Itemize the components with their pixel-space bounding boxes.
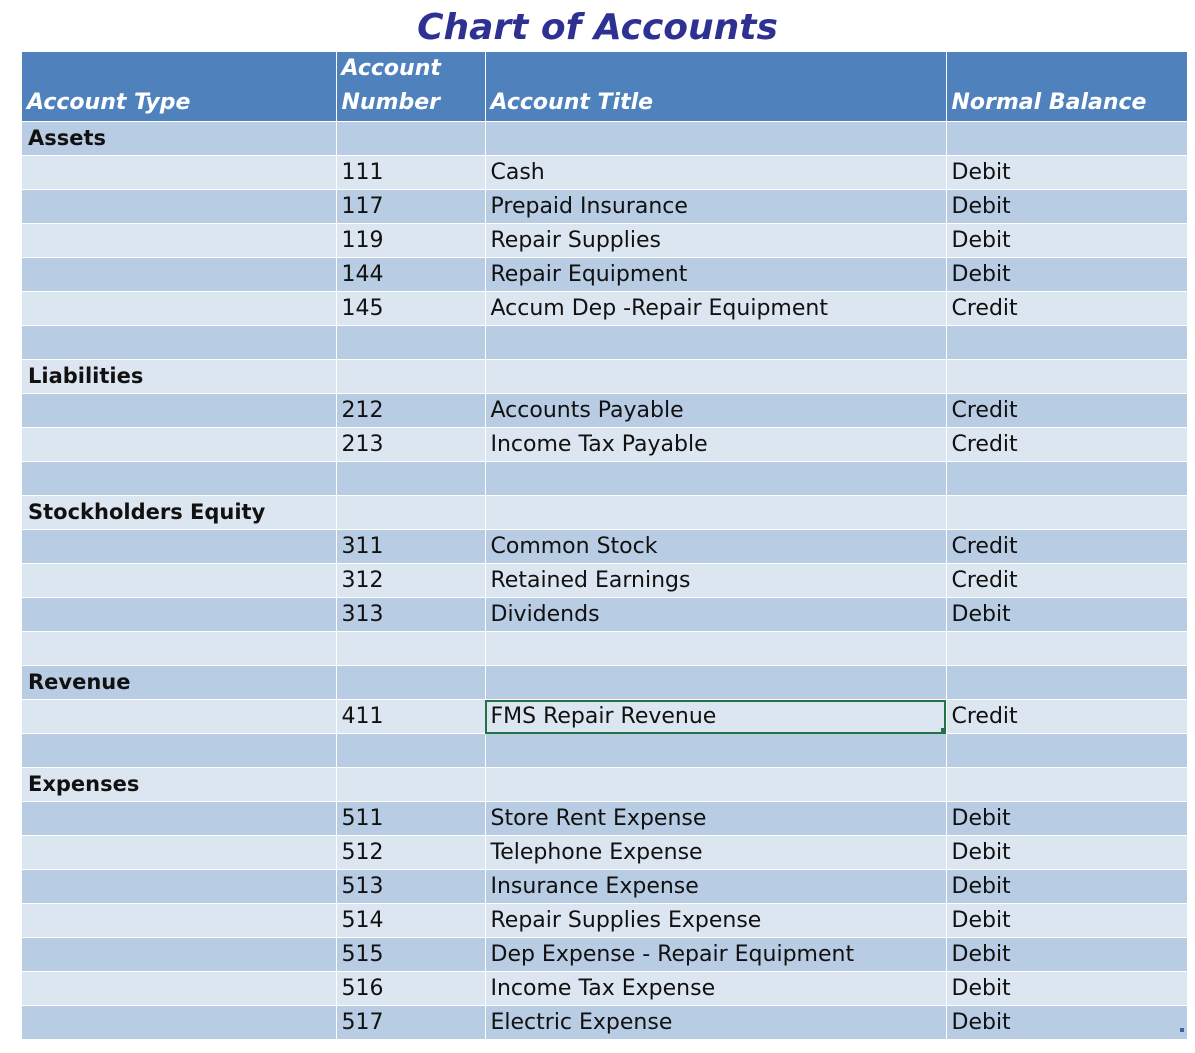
normal-balance-cell[interactable]: Debit	[946, 802, 1187, 836]
account-number-cell[interactable]: 111	[336, 156, 485, 190]
account-number-cell[interactable]	[336, 632, 485, 666]
normal-balance-cell[interactable]	[946, 122, 1187, 156]
account-type-cell[interactable]	[22, 530, 336, 564]
account-type-cell[interactable]	[22, 258, 336, 292]
account-type-cell[interactable]: Expenses	[22, 768, 336, 802]
account-title-cell[interactable]	[485, 496, 946, 530]
account-type-cell[interactable]	[22, 870, 336, 904]
chart-of-accounts-table	[22, 52, 1188, 1040]
table-row	[22, 428, 1187, 462]
account-number-cell[interactable]	[336, 496, 485, 530]
account-type-cell[interactable]	[22, 598, 336, 632]
account-type-cell[interactable]: Revenue	[22, 666, 336, 700]
account-number-cell[interactable]: 213	[336, 428, 485, 462]
table-row	[22, 938, 1187, 972]
normal-balance-cell[interactable]: Debit	[946, 598, 1187, 632]
account-title-cell[interactable]: Insurance Expense	[485, 870, 946, 904]
account-type-cell[interactable]	[22, 938, 336, 972]
account-title-cell[interactable]	[485, 632, 946, 666]
account-number-cell[interactable]: 511	[336, 802, 485, 836]
account-number-cell[interactable]	[336, 326, 485, 360]
account-number-cell[interactable]	[336, 734, 485, 768]
normal-balance-cell[interactable]: Debit	[946, 258, 1187, 292]
account-number-cell[interactable]: 516	[336, 972, 485, 1006]
table-row	[22, 530, 1187, 564]
account-type-cell[interactable]	[22, 156, 336, 190]
account-title-cell[interactable]: Accounts Payable	[485, 394, 946, 428]
table-row	[22, 1006, 1187, 1040]
normal-balance-cell[interactable]: Credit	[946, 292, 1187, 326]
account-type-cell[interactable]	[22, 462, 336, 496]
account-type-cell[interactable]	[22, 190, 336, 224]
normal-balance-cell[interactable]: Debit	[946, 870, 1187, 904]
account-number-cell[interactable]: 515	[336, 938, 485, 972]
account-number-cell[interactable]: 512	[336, 836, 485, 870]
table-row	[22, 394, 1187, 428]
account-type-cell[interactable]: Assets	[22, 122, 336, 156]
account-title-cell[interactable]: Repair Supplies	[485, 224, 946, 258]
account-title-cell[interactable]: Prepaid Insurance	[485, 190, 946, 224]
normal-balance-cell[interactable]: Debit	[946, 190, 1187, 224]
account-type-cell[interactable]	[22, 428, 336, 462]
account-type-cell[interactable]	[22, 836, 336, 870]
account-title-cell[interactable]: Repair Supplies Expense	[485, 904, 946, 938]
account-number-cell[interactable]: 411	[336, 700, 485, 734]
header-row	[22, 52, 1187, 122]
account-title-cell[interactable]: Cash	[485, 156, 946, 190]
account-type-cell[interactable]: Stockholders Equity	[22, 496, 336, 530]
account-title-cell[interactable]: Store Rent Expense	[485, 802, 946, 836]
table-row	[22, 972, 1187, 1006]
account-title-cell[interactable]: Dividends	[485, 598, 946, 632]
account-number-cell[interactable]: 513	[336, 870, 485, 904]
normal-balance-cell[interactable]	[946, 360, 1187, 394]
account-type-cell[interactable]	[22, 734, 336, 768]
account-type-cell[interactable]	[22, 700, 336, 734]
header-normal-balance[interactable]: Normal Balance	[946, 52, 1187, 122]
normal-balance-cell[interactable]: Credit	[946, 394, 1187, 428]
table-row	[22, 836, 1187, 870]
account-type-row	[22, 122, 1187, 156]
page-title: Chart of Accounts	[417, 7, 778, 48]
account-type-cell[interactable]	[22, 326, 336, 360]
account-title-cell[interactable]: Retained Earnings	[485, 564, 946, 598]
normal-balance-cell[interactable]: Debit	[946, 836, 1187, 870]
account-title-cell[interactable]	[485, 734, 946, 768]
header-account-title[interactable]: Account Title	[485, 52, 946, 122]
table-row	[22, 904, 1187, 938]
normal-balance-cell[interactable]: Credit	[946, 530, 1187, 564]
account-type-cell[interactable]	[22, 564, 336, 598]
account-title-cell[interactable]: Common Stock	[485, 530, 946, 564]
account-number-cell[interactable]	[336, 666, 485, 700]
account-type-cell[interactable]	[22, 292, 336, 326]
account-number-cell[interactable]: 119	[336, 224, 485, 258]
account-title-cell[interactable]	[485, 122, 946, 156]
account-title-cell[interactable]: Income Tax Expense	[485, 972, 946, 1006]
table-row	[22, 700, 1187, 734]
normal-balance-cell[interactable]: Debit	[946, 1006, 1187, 1040]
account-title-cell[interactable]: Repair Equipment	[485, 258, 946, 292]
normal-balance-cell[interactable]: Debit	[946, 224, 1187, 258]
header-account-type[interactable]: Account Type	[22, 52, 336, 122]
normal-balance-cell[interactable]: Credit	[946, 700, 1187, 734]
normal-balance-cell[interactable]	[946, 462, 1187, 496]
account-number-cell[interactable]: 117	[336, 190, 485, 224]
normal-balance-cell[interactable]	[946, 632, 1187, 666]
normal-balance-cell[interactable]	[946, 734, 1187, 768]
account-type-cell[interactable]	[22, 802, 336, 836]
account-type-cell[interactable]	[22, 1006, 336, 1040]
account-type-row	[22, 360, 1187, 394]
account-title-cell[interactable]: Accum Dep -Repair Equipment	[485, 292, 946, 326]
normal-balance-cell[interactable]	[946, 768, 1187, 802]
account-type-cell[interactable]	[22, 904, 336, 938]
resize-handle[interactable]	[1180, 1028, 1184, 1032]
account-title-cell[interactable]: Electric Expense	[485, 1006, 946, 1040]
account-type-cell[interactable]	[22, 394, 336, 428]
account-title-cell[interactable]	[485, 462, 946, 496]
table-row	[22, 462, 1187, 496]
table-row	[22, 734, 1187, 768]
fill-handle[interactable]	[941, 728, 947, 734]
normal-balance-cell[interactable]	[946, 666, 1187, 700]
account-title-cell[interactable]: Dep Expense - Repair Equipment	[485, 938, 946, 972]
table-row	[22, 258, 1187, 292]
account-number-cell[interactable]	[336, 462, 485, 496]
account-type-cell[interactable]	[22, 632, 336, 666]
normal-balance-cell[interactable]: Debit	[946, 972, 1187, 1006]
table-row	[22, 326, 1187, 360]
account-number-cell[interactable]	[336, 122, 485, 156]
account-number-cell[interactable]: 517	[336, 1006, 485, 1040]
normal-balance-cell[interactable]: Debit	[946, 156, 1187, 190]
account-type-row	[22, 768, 1187, 802]
normal-balance-cell[interactable]: Credit	[946, 564, 1187, 598]
account-number-cell[interactable]: 311	[336, 530, 485, 564]
account-number-cell[interactable]: 514	[336, 904, 485, 938]
normal-balance-cell[interactable]: Credit	[946, 428, 1187, 462]
table-row	[22, 156, 1187, 190]
account-number-cell[interactable]: 145	[336, 292, 485, 326]
table-row	[22, 224, 1187, 258]
normal-balance-cell[interactable]	[946, 496, 1187, 530]
account-number-cell[interactable]: 212	[336, 394, 485, 428]
account-type-cell[interactable]	[22, 224, 336, 258]
table-row	[22, 598, 1187, 632]
normal-balance-cell[interactable]	[946, 326, 1187, 360]
normal-balance-cell[interactable]: Debit	[946, 904, 1187, 938]
table-row	[22, 190, 1187, 224]
account-type-row	[22, 496, 1187, 530]
account-number-cell[interactable]	[336, 768, 485, 802]
header-account-number[interactable]: Account Number	[336, 52, 485, 122]
table-row	[22, 632, 1187, 666]
table-row	[22, 802, 1187, 836]
account-title-cell[interactable]	[485, 768, 946, 802]
account-number-cell[interactable]: 312	[336, 564, 485, 598]
account-title-cell[interactable]	[485, 666, 946, 700]
table-row	[22, 870, 1187, 904]
account-number-cell[interactable]: 313	[336, 598, 485, 632]
account-number-cell[interactable]	[336, 360, 485, 394]
selected-cell[interactable]: FMS Repair Revenue	[485, 700, 946, 734]
account-title-cell[interactable]	[485, 360, 946, 394]
table-row	[22, 564, 1187, 598]
account-title-cell[interactable]	[485, 326, 946, 360]
table-row	[22, 292, 1187, 326]
account-title-cell[interactable]: Telephone Expense	[485, 836, 946, 870]
account-type-cell[interactable]	[22, 972, 336, 1006]
account-type-row	[22, 666, 1187, 700]
normal-balance-cell[interactable]: Debit	[946, 938, 1187, 972]
account-number-cell[interactable]: 144	[336, 258, 485, 292]
account-title-cell[interactable]: Income Tax Payable	[485, 428, 946, 462]
account-type-cell[interactable]: Liabilities	[22, 360, 336, 394]
